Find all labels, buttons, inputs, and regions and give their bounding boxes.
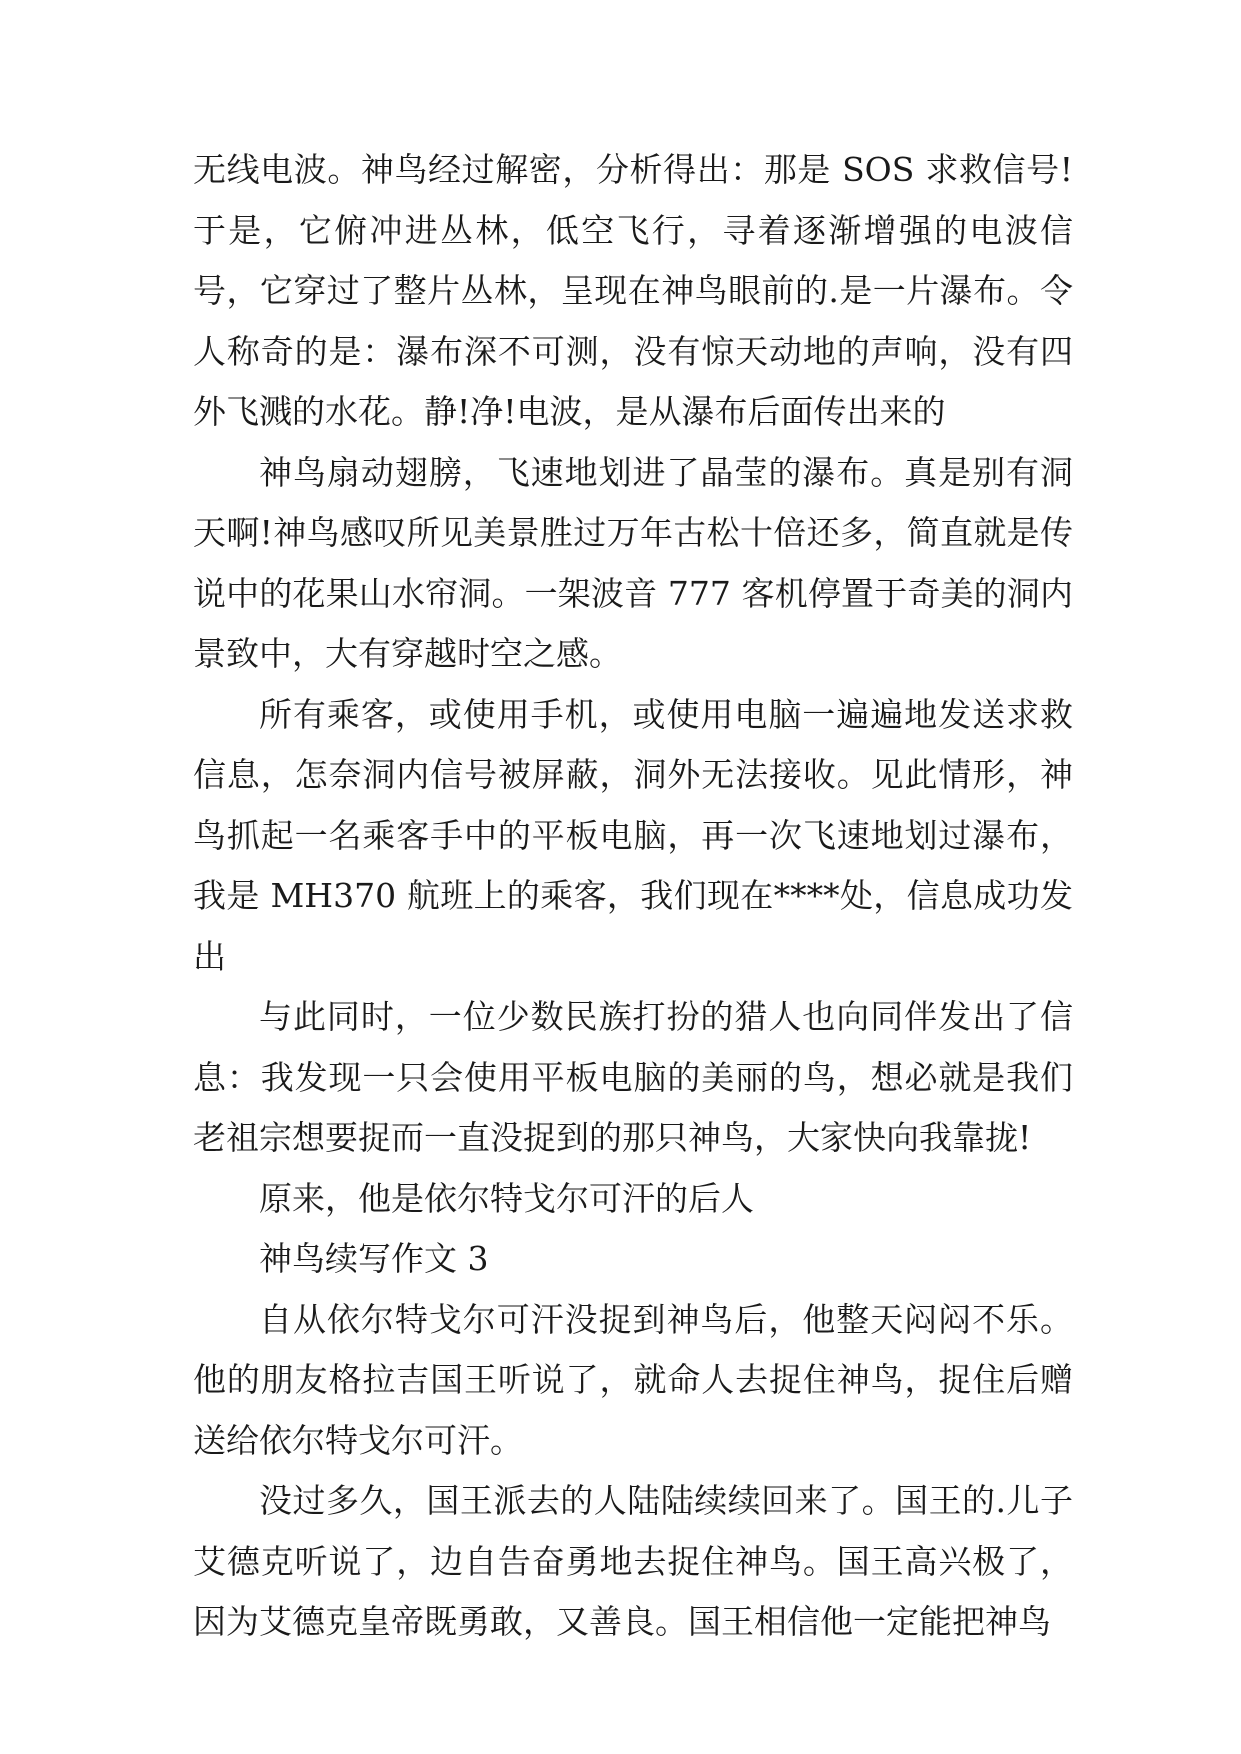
paragraph: 所有乘客，或使用手机，或使用电脑一遍遍地发送求救信息，怎奈洞内信号被屏蔽，洞外无法接收。见此情形，神鸟抓起一名乘客手中的平板电脑，再一次飞速地划过瀑布，我是 MH370 航班上的乘客，我们现在****处，信息成功发出 [193, 694, 1073, 976]
paragraph: 自从依尔特戈尔可汗没捉到神鸟后，他整天闷闷不乐。他的朋友格拉吉国王听说了，就命人去捉住神鸟，捉住后赠送给依尔特戈尔可汗。 [193, 1299, 1073, 1460]
paragraph-continued: 无线电波。神鸟经过解密，分析得出：那是 SOS 求救信号!于是，它俯冲进丛林，低空飞行，寻着逐渐增强的电波信号，它穿过了整片丛林，呈现在神鸟眼前的.是一片瀑布。令人称奇的是：瀑布深不可测，没有惊天动地的声响，没有四外飞溅的水花。静!净!电波，是从瀑布后面传出来的 [193, 150, 1073, 431]
document-body [193, 140, 1073, 1653]
section-heading: 神鸟续写作文 3 [259, 1239, 489, 1278]
paragraph: 没过多久，国王派去的人陆陆续续回来了。国王的.儿子艾德克听说了，边自告奋勇地去捉住神鸟。国王高兴极了，因为艾德克皇帝既勇敢，又善良。国王相信他一定能把神鸟 [193, 1481, 1073, 1641]
paragraph: 与此同时，一位少数民族打扮的猎人也向同伴发出了信息：我发现一只会使用平板电脑的美丽的鸟，想必就是我们老祖宗想要捉而一直没捉到的那只神鸟，大家快向我靠拢! [193, 997, 1073, 1157]
paragraph: 原来，他是依尔特戈尔可汗的后人 [259, 1178, 754, 1218]
paragraph: 神鸟扇动翅膀，飞速地划进了晶莹的瀑布。真是别有洞天啊!神鸟感叹所见美景胜过万年古松十倍还多，简直就是传说中的花果山水帘洞。一架波音 777 客机停置于奇美的洞内景致中，大有穿越时空之感。 [193, 452, 1073, 673]
